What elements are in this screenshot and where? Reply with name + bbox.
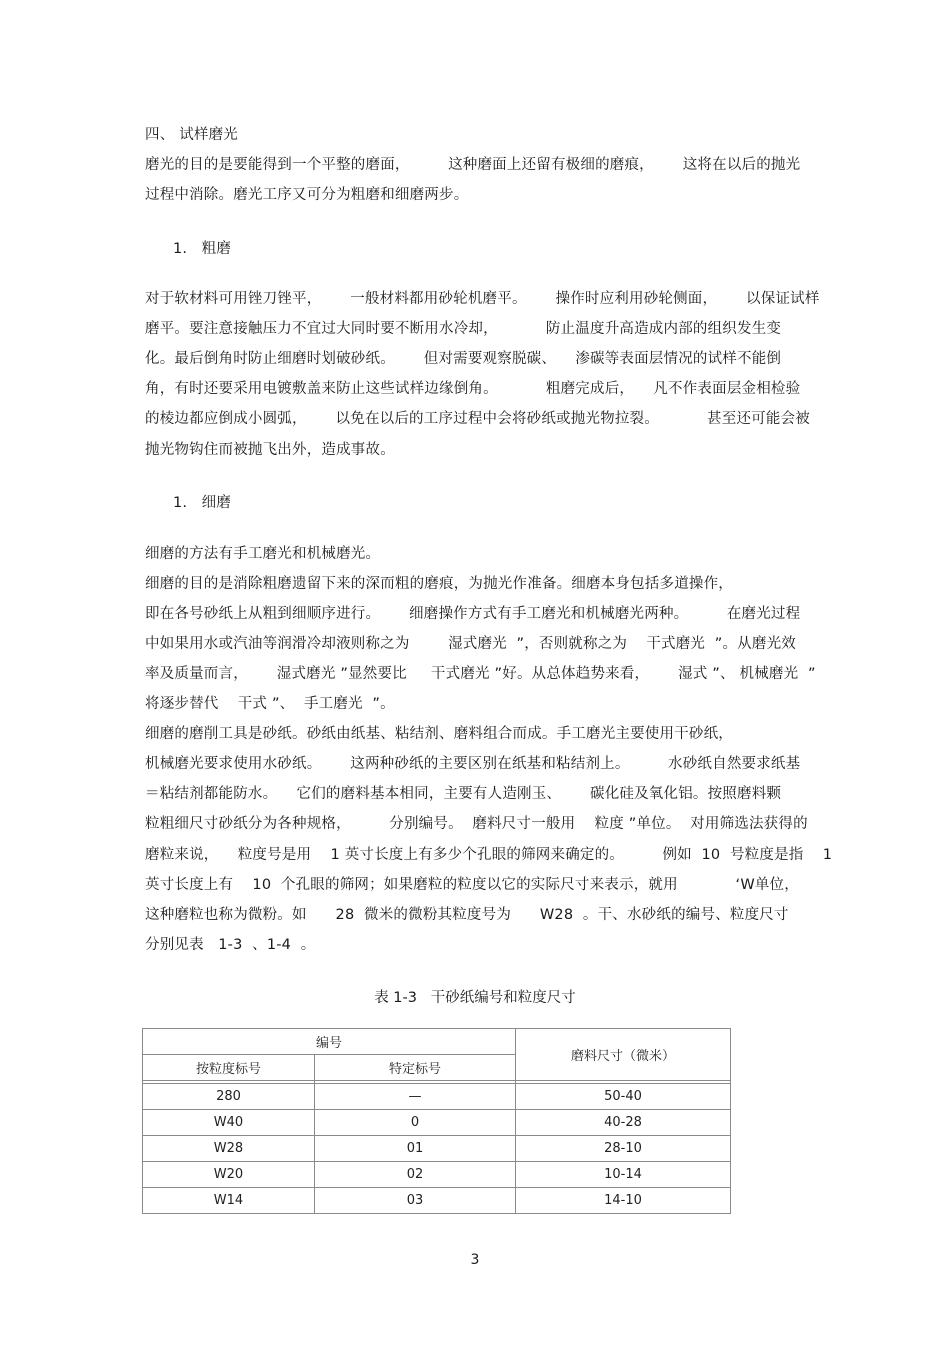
fine-line: 细磨的磨削工具是砂纸。砂纸由纸基、粘结剂、磨料组合而成。手工磨光主要使用干砂纸，: [145, 726, 733, 742]
fine-line: 这种磨粒也称为微粉。如 28 微米的微粉其粒度号为 W28 。干、水砂纸的编号、粒度尺寸: [145, 907, 789, 923]
header-group-number: 编号: [143, 1029, 516, 1055]
cell-grit: W20: [143, 1162, 315, 1188]
table-row: [143, 1188, 731, 1214]
cell-size: 14-10: [516, 1188, 731, 1214]
page-number: 3: [470, 1252, 480, 1268]
cell-special: —: [315, 1084, 516, 1110]
rough-line: 磨平。要注意接触压力不宜过大同时要不断用水冷却， 防止温度升高造成内部的组织发生变: [145, 321, 782, 337]
section-title: 四、 试样磨光: [145, 127, 239, 143]
fine-line: 英寸长度上有 10 个孔眼的筛网；如果磨粒的粒度以它的实际尺寸来表示，就用 ‘W单位，: [145, 877, 799, 893]
table-header-row: [143, 1029, 731, 1055]
fine-line: 磨粒来说， 粒度号是用 1 英寸长度上有多少个孔眼的筛网来确定的。 例如 10 号粒度是指 1: [145, 847, 833, 863]
grit-size-table: [142, 1028, 730, 1214]
header-special-label: 特定标号: [315, 1055, 516, 1081]
fine-line: 中如果用水或汽油等润滑冷却液则称之为 湿式磨光 ”，否则就称之为 干式磨光 ”。从磨光效: [145, 636, 796, 652]
fine-line: 即在各号砂纸上从粗到细顺序进行。 细磨操作方式有手工磨光和机械磨光两种。 在磨光过程: [145, 606, 801, 622]
fine-heading: 1. 细磨: [173, 495, 232, 511]
fine-line: 率及质量而言， 湿式磨光 ”显然要比 干式磨光 ”好。从总体趋势来看， 湿式 ”、 机械磨光 ”: [145, 666, 816, 682]
cell-size: 10-14: [516, 1162, 731, 1188]
cell-special: 02: [315, 1162, 516, 1188]
fine-line: 将逐步替代 干式 ”、 手工磨光 ”。: [145, 696, 395, 712]
cell-grit: 280: [143, 1084, 315, 1110]
rough-line: 抛光物钩住而被抛飞出外，造成事故。: [145, 442, 395, 458]
fine-line: 粒粗细尺寸砂纸分为各种规格， 分别编号。 磨料尺寸一般用 粒度 ”单位。 对用筛选法获得的: [145, 816, 808, 832]
cell-special: 03: [315, 1188, 516, 1214]
rough-line: 化。最后倒角时防止细磨时划破砂纸。 但对需要观察脱碳、 渗碳等表面层情况的试样不能倒: [145, 351, 782, 367]
intro-line: 磨光的目的是要能得到一个平整的磨面， 这种磨面上还留有极细的磨痕， 这将在以后的抛光: [145, 157, 801, 173]
table-row: [143, 1110, 731, 1136]
cell-special: 0: [315, 1110, 516, 1136]
table-row: [143, 1162, 731, 1188]
cell-grit: W28: [143, 1136, 315, 1162]
rough-line: 对于软材料可用锉刀锉平， 一般材料都用砂轮机磨平。 操作时应利用砂轮侧面， 以保证试样: [145, 291, 820, 307]
cell-special: 01: [315, 1136, 516, 1162]
cell-grit: W40: [143, 1110, 315, 1136]
fine-line: 分别见表 1-3 、1-4 。: [145, 937, 316, 953]
cell-size: 50-40: [516, 1084, 731, 1110]
fine-line: 细磨的目的是消除粗磨遗留下来的深而粗的磨痕，为抛光作准备。细磨本身包括多道操作，: [145, 576, 733, 592]
table-caption: 表 1-3 干砂纸编号和粒度尺寸: [374, 990, 576, 1006]
cell-grit: W14: [143, 1188, 315, 1214]
fine-line: ＝粘结剂都能防水。 它们的磨料基本相同，主要有人造刚玉、 碳化硅及氧化铝。按照磨料颗: [145, 786, 782, 802]
table-row: [143, 1084, 731, 1110]
header-grit-size: 磨料尺寸（微米）: [516, 1029, 731, 1081]
table-row: [143, 1136, 731, 1162]
cell-size: 28-10: [516, 1136, 731, 1162]
rough-line: 角，有时还要采用电镀敷盖来防止这些试样边缘倒角。 粗磨完成后， 凡不作表面层金相检验: [145, 381, 801, 397]
intro-line: 过程中消除。磨光工序又可分为粗磨和细磨两步。: [145, 187, 469, 203]
cell-size: 40-28: [516, 1110, 731, 1136]
fine-line: 机械磨光要求使用水砂纸。 这两种砂纸的主要区别在纸基和粘结剂上。 水砂纸自然要求纸基: [145, 756, 801, 772]
fine-line: 细磨的方法有手工磨光和机械磨光。: [145, 546, 381, 562]
rough-heading: 1. 粗磨: [173, 241, 232, 257]
header-grit-label: 按粒度标号: [143, 1055, 315, 1081]
rough-line: 的棱边都应倒成小圆弧， 以免在以后的工序过程中会将砂纸或抛光物拉裂。 甚至还可能会被: [145, 411, 810, 427]
